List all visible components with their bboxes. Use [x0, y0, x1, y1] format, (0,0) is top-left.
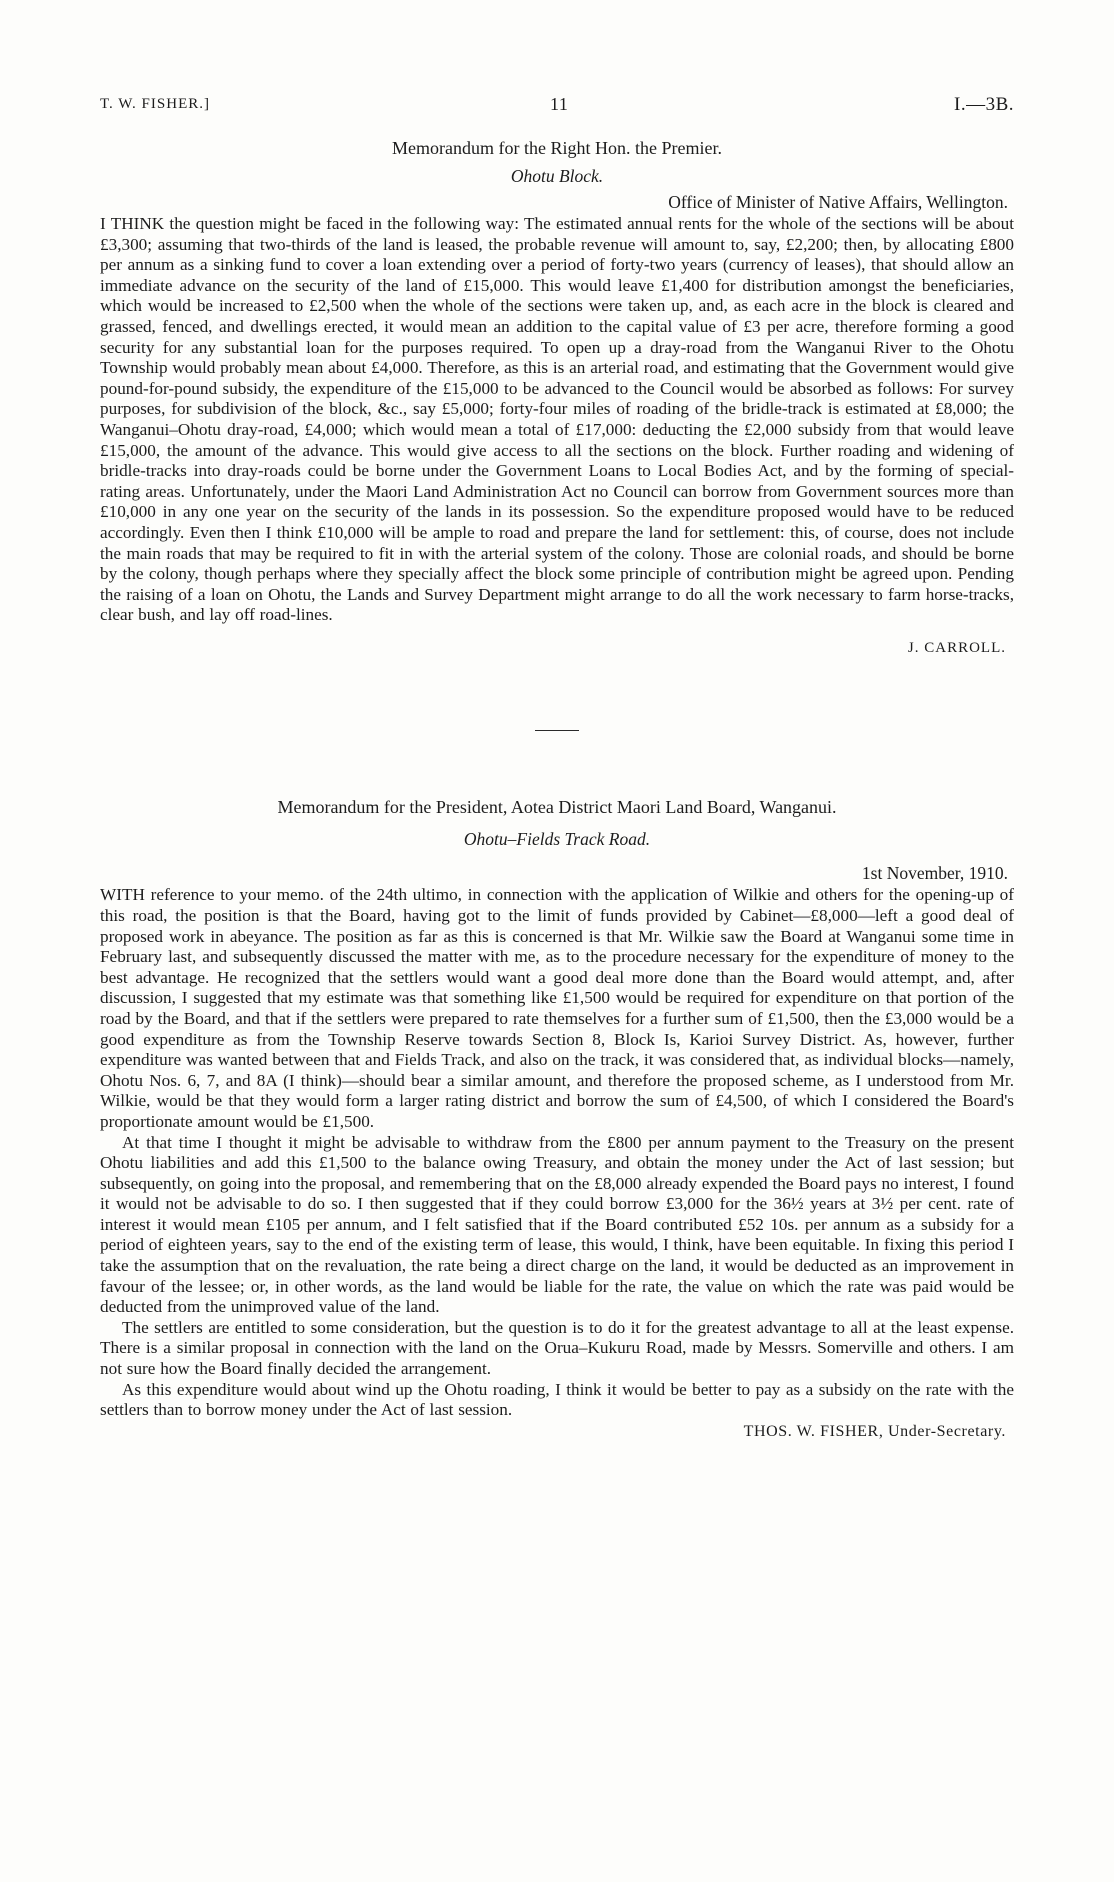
page-number: 11 — [550, 94, 569, 114]
memo-body-paragraph: The settlers are entitled to some consideration, but the question is to do it for the greatest advantage to all at the least expense. There is a similar proposal in connection with the land on the Orua–Kukuru Road, made by Messrs. Somerville and others. I am not sure how the Board finally decided the arrangement. — [100, 1317, 1014, 1379]
memo-title: Memorandum for the Right Hon. the Premier. — [392, 138, 722, 158]
memo-subtitle: Ohotu–Fields Track Road. — [463, 829, 651, 850]
running-head-author: T. W. FISHER.] — [100, 96, 210, 112]
memo-date: 1st November, 1910. — [861, 863, 1008, 884]
memo-aotea-board — [100, 795, 1014, 1442]
memo-office-line: Office of Minister of Native Affairs, Wellington. — [668, 192, 1008, 212]
memo-body-paragraph: WITH reference to your memo. of the 24th ultimo, in connection with the application of Wilkie and others for the opening-up of this road, the position is that the Board, having got to the limit of funds provided by Cabinet—£8,000—left a good deal of proposed work in abeyance. The position as far as this is concerned is that Mr. Wilkie saw the Board at Wanganui some time in February last, and subsequently discussed the matter with me, as to the procedure necessary for the expenditure of money to the best advantage. He recognized that the settlers would want a good deal more done than the Board would attempt, and, after discussion, I suggested that my estimate was that something like £1,500 would be required for expenditure on that portion of the road by the Board, and that if the settlers were prepared to rate themselves for a further sum of £1,500, then the £3,000 would be a good expenditure as from the Township Reserve towards Section 8, Block Is, Karioi Survey District. As, however, further expenditure was wanted between that and Fields Track, and also on the track, it was considered that, as individual blocks—namely, Ohotu Nos. 6, 7, and 8A (I think)—should bear a similar amount, and therefore the proposed scheme, as I understood from Mr. Wilkie, would be that they would form a larger rating district and borrow the sum of £4,500, of which I considered the Board's proportionate amount would be £1,500. — [100, 885, 1014, 1131]
memo-body-paragraph: At that time I thought it might be advisable to withdraw from the £800 per annum payment to the Treasury on the present Ohotu liabilities and add this £1,500 to the balance owing Treasury, and obtain the money under the Act of last session; but subsequently, on going into the proposal, and remembering that on the £8,000 already expended the Board pays no interest, I found it would not be advisable to do so. I then suggested that if they could borrow £3,000 for the 36½ years at 3½ per cent. rate of interest it would mean £105 per annum, and I felt satisfied that if the Board contributed £52 10s. per annum as a subsidy for a period of eighteen years, say to the end of the existing term of lease, this would, I think, have been equitable. In fixing this period I take the assumption that on the revaluation, the rate being a direct charge on the land, it would be deducted as an improvement in favour of the lessee; or, in other words, as the land would be liable for the rate, the value on which the rate was paid would be deducted from the unimproved value of the land. — [100, 1132, 1014, 1317]
section-divider — [535, 730, 579, 732]
memo-title: Memorandum for the President, Aotea District Maori Land Board, Wanganui. — [277, 797, 837, 818]
document-reference: I.—3B. — [954, 94, 1014, 115]
memo-signature: J. CARROLL. — [907, 639, 1006, 656]
memo-subtitle: Ohotu Block. — [510, 166, 604, 186]
memo-body-paragraph: I THINK the question might be faced in the following way: The estimated annual rents for the whole of the sections will be about £3,300; assuming that two-thirds of the land is leased, the probable revenue will amount to, say, £2,200; then, by allocating £800 per annum as a sinking fund to cover a loan extending over a period of forty-two years (currency of leases), that should allow an immediate advance on the security of the land of £15,000. This would leave £1,400 for distribution amongst the beneficiaries, which would be increased to £2,500 when the whole of the sections were taken up, and, as each acre in the block is cleared and grassed, fenced, and dwellings erected, it would mean an addition to the capital value of £3 per acre, therefore forming a good security for any substantial loan for the purposes required. To open up a dray-road from the Wanganui River to the Ohotu Township would probably mean about £4,000. Therefore, as this is an arterial road, and estimating that the Government would give pound-for-pound subsidy, the expenditure of the £15,000 to be advanced to the Council would be absorbed as follows: For survey purposes, for subdivision of the block, &c., say £5,000; forty-four miles of roading of the bridle-track is estimated at £8,000; the Wanganui–Ohotu dray-road, £4,000; which would mean a total of £17,000: deducting the £2,000 subsidy from that would leave £15,000, the amount of the advance. This would give access to all the sections on the block. Further roading and widening of bridle-tracks into dray-roads could be borne under the Government Loans to Local Bodies Act, and by the forming of special-rating areas. Unfortunately, under the Maori Land Administration Act no Council can borrow from Government sources more than £10,000 in any one year on the security of the lands in its possession. So the expenditure proposed would have to be reduced accordingly. Even then I think £10,000 will be ample to road and prepare the land for settlement: this, of course, does not include the main roads that may be required to fit in with the arterial system of the colony. Those are colonial roads, and should be borne by the colony, though perhaps where they specially affect the block some principle of contribution might be agreed upon. Pending the raising of a loan on Ohotu, the Lands and Survey Department might arrange to do all the work necessary to farm horse-tracks, clear bush, and lay off road-lines. — [100, 214, 1014, 625]
memo-signature: THOS. W. FISHER, Under-Secretary. — [743, 1422, 1006, 1440]
memo-premier — [100, 136, 1014, 660]
memo-body-paragraph: As this expenditure would about wind up the Ohotu roading, I think it would be better to pay as a subsidy on the rate with the settlers than to borrow money under the Act of last session. — [100, 1379, 1014, 1420]
page-header — [100, 90, 1014, 126]
page-content — [100, 90, 1014, 1443]
